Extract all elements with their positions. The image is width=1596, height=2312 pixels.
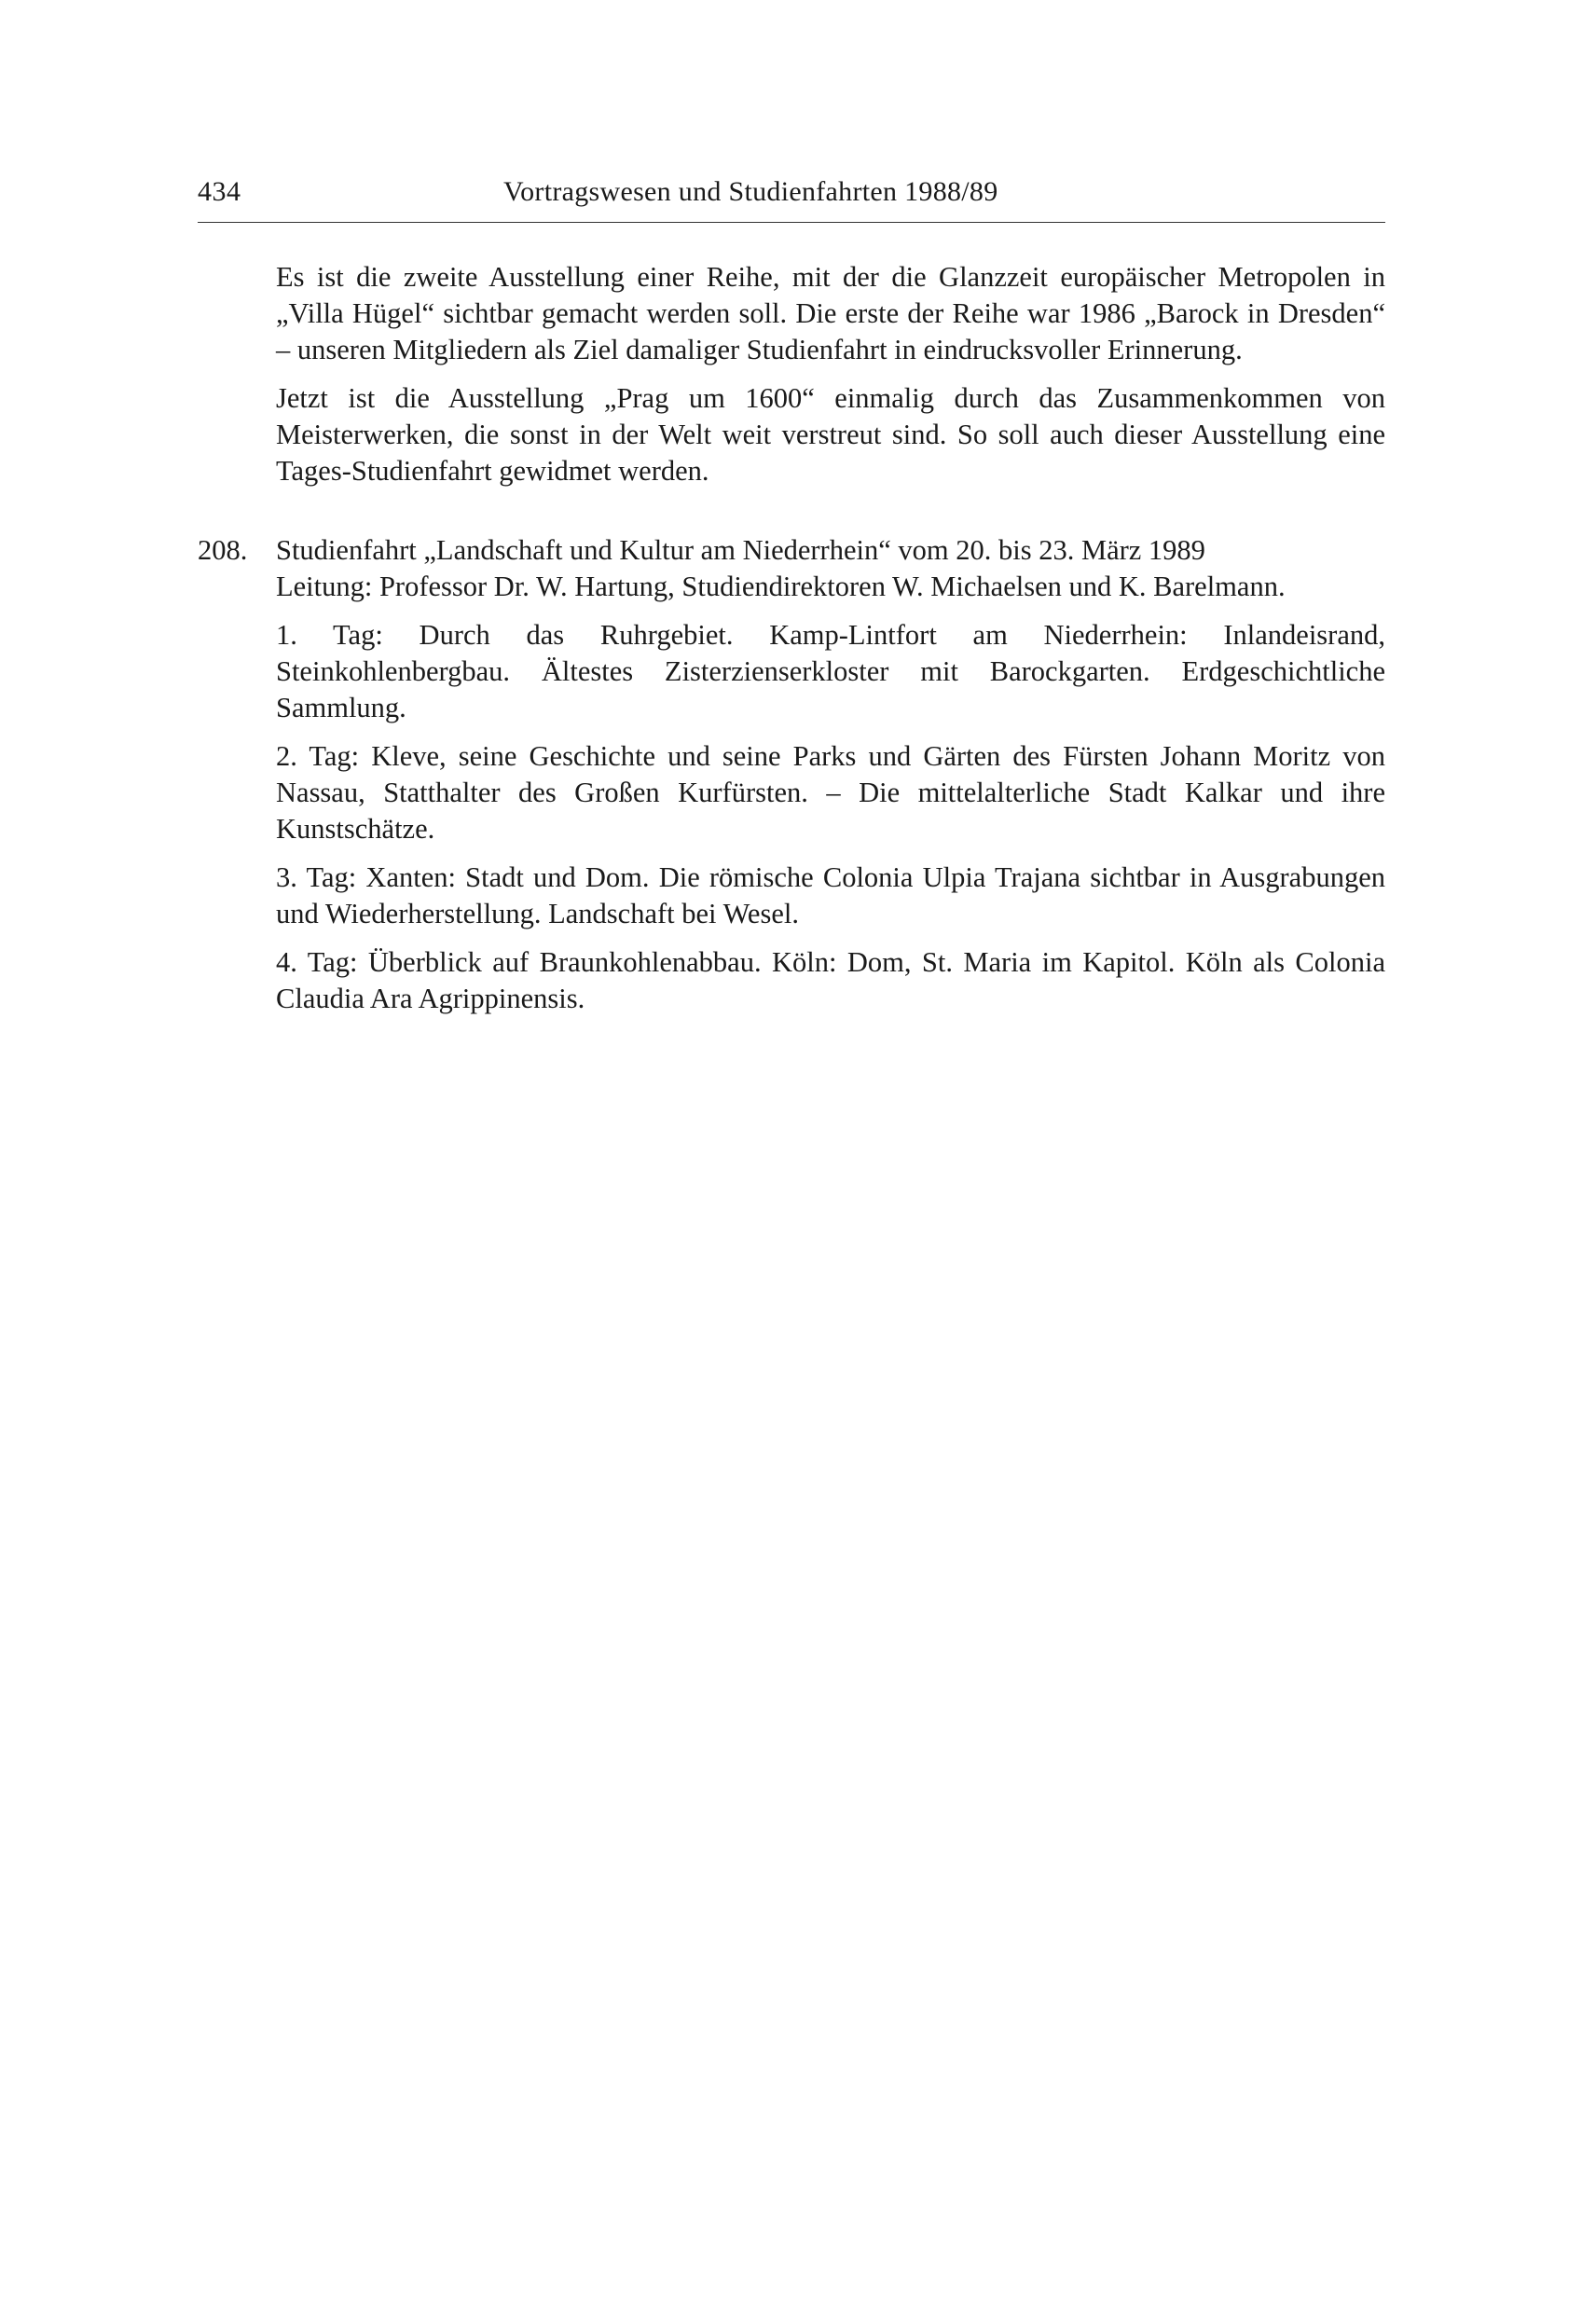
day-entry: 1. Tag: Durch das Ruhrgebiet. Kamp-Lintfort am Niederrhein: Inlandeisrand, Steinkohlenbergbau. Ältestes Zisterzienserkloster mit Barockgarten. Erdgeschichtliche Sammlung.	[276, 619, 1385, 723]
running-head	[198, 173, 1385, 211]
section-title: Studienfahrt „Landschaft und Kultur am Niederrhein“ vom 20. bis 23. März 1989	[276, 534, 1205, 566]
running-title: Vortragswesen und Studienfahrten 1988/89	[503, 176, 998, 207]
day-entry: 3. Tag: Xanten: Stadt und Dom. Die römische Colonia Ulpia Trajana sichtbar in Ausgrabungen und Wiederherstellung. Landschaft bei Wesel.	[276, 861, 1385, 929]
header-rule	[198, 222, 1385, 223]
page-number: 434	[198, 176, 241, 207]
section-number: 208.	[198, 534, 248, 566]
section-208	[198, 532, 1385, 1017]
day-entry: 4. Tag: Überblick auf Braunkohlenabbau. Köln: Dom, St. Maria im Kapitol. Köln als Colonia Claudia Ara Agrippinensis.	[276, 946, 1385, 1014]
intro-paragraph: Jetzt ist die Ausstellung „Prag um 1600“ einmalig durch das Zusammenkommen von Meisterwerken, die sonst in der Welt weit verstreut sind. So soll auch dieser Ausstellung eine Tages-Studienfahrt gewidmet werden.	[276, 382, 1385, 487]
body-text	[198, 259, 1385, 1029]
section-leadership: Leitung: Professor Dr. W. Hartung, Studiendirektoren W. Michaelsen und K. Barelmann.	[276, 571, 1286, 602]
day-entry: 2. Tag: Kleve, seine Geschichte und seine Parks und Gärten des Fürsten Johann Moritz von Nassau, Statthalter des Großen Kurfürsten. – Die mittelalterliche Stadt Kalkar und ihre Kunstschätze.	[276, 740, 1385, 845]
intro-paragraph: Es ist die zweite Ausstellung einer Reihe, mit der die Glanzzeit europäischer Metropolen in „Villa Hügel“ sichtbar gemacht werden soll. Die erste der Reihe war 1986 „Barock in Dresden“ – unseren Mitgliedern als Ziel damaliger Studienfahrt in eindrucksvoller Erinnerung.	[276, 261, 1385, 365]
